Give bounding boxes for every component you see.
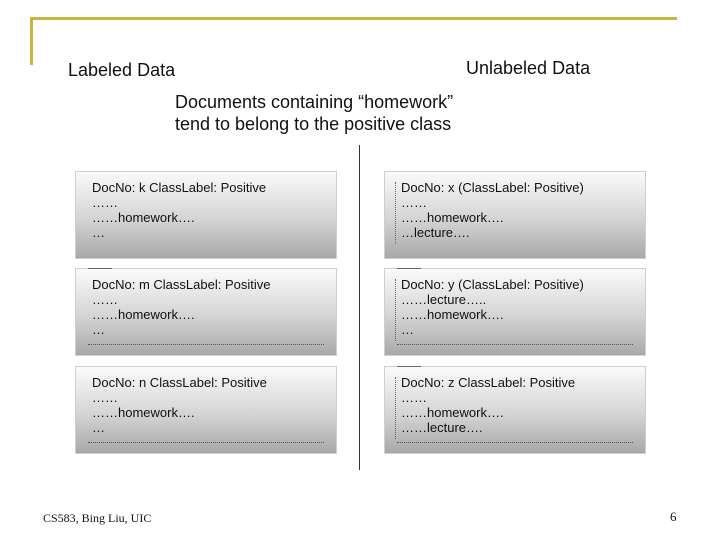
doc-margin-line	[395, 377, 396, 439]
doc-top-dash	[397, 268, 421, 269]
doc-line: ……	[401, 195, 427, 210]
rule-line-1: Documents containing “homework”	[175, 92, 454, 112]
doc-header: DocNo: n ClassLabel: Positive	[92, 375, 267, 390]
doc-header: DocNo: z ClassLabel: Positive	[401, 375, 576, 390]
doc-line: ……	[92, 390, 118, 405]
doc-line: ……	[401, 390, 427, 405]
column-divider	[359, 145, 360, 470]
rule-line-2: tend to belong to the positive class	[175, 114, 452, 134]
doc-line: ……	[92, 195, 118, 210]
doc-margin-line	[395, 182, 396, 244]
labeled-doc-m	[75, 268, 337, 356]
doc-line: ……lecture….	[401, 420, 483, 435]
doc-line: ……homework….	[92, 210, 195, 225]
doc-top-dash	[88, 268, 112, 269]
accent-bar-left	[30, 17, 33, 65]
doc-line: …lecture….	[401, 225, 470, 240]
doc-line: …	[401, 322, 414, 337]
doc-dotted-rule	[88, 442, 324, 443]
footer-course-label: CS583, Bing Liu, UIC	[43, 511, 152, 525]
doc-margin-line	[395, 279, 396, 341]
doc-line: ……lecture…..	[401, 292, 487, 307]
doc-header: DocNo: y (ClassLabel: Positive)	[401, 277, 584, 292]
doc-header: DocNo: k ClassLabel: Positive	[92, 180, 267, 195]
doc-line: ……	[92, 292, 118, 307]
doc-line: ……homework….	[92, 307, 195, 322]
labeled-doc-n	[75, 366, 337, 454]
doc-dotted-rule	[397, 344, 633, 345]
doc-top-dash	[397, 366, 421, 367]
doc-line: ……homework….	[401, 210, 504, 225]
labeled-data-heading: Labeled Data	[68, 60, 176, 80]
labeled-doc-k	[75, 171, 337, 259]
unlabeled-doc-z	[384, 366, 646, 454]
doc-line: …	[92, 225, 105, 240]
doc-line: ……homework….	[92, 405, 195, 420]
unlabeled-data-heading: Unlabeled Data	[466, 58, 591, 78]
doc-dotted-rule	[397, 442, 633, 443]
unlabeled-doc-y	[384, 268, 646, 356]
doc-line: …	[92, 322, 105, 337]
doc-line: …	[92, 420, 105, 435]
doc-line: ……homework….	[401, 405, 504, 420]
page-number: 6	[670, 509, 677, 524]
doc-header: DocNo: x (ClassLabel: Positive)	[401, 180, 584, 195]
unlabeled-doc-x	[384, 171, 646, 259]
doc-dotted-rule	[88, 344, 324, 345]
rule-statement	[175, 91, 595, 135]
accent-bar-top	[30, 17, 677, 20]
doc-line: ……homework….	[401, 307, 504, 322]
doc-header: DocNo: m ClassLabel: Positive	[92, 277, 271, 292]
